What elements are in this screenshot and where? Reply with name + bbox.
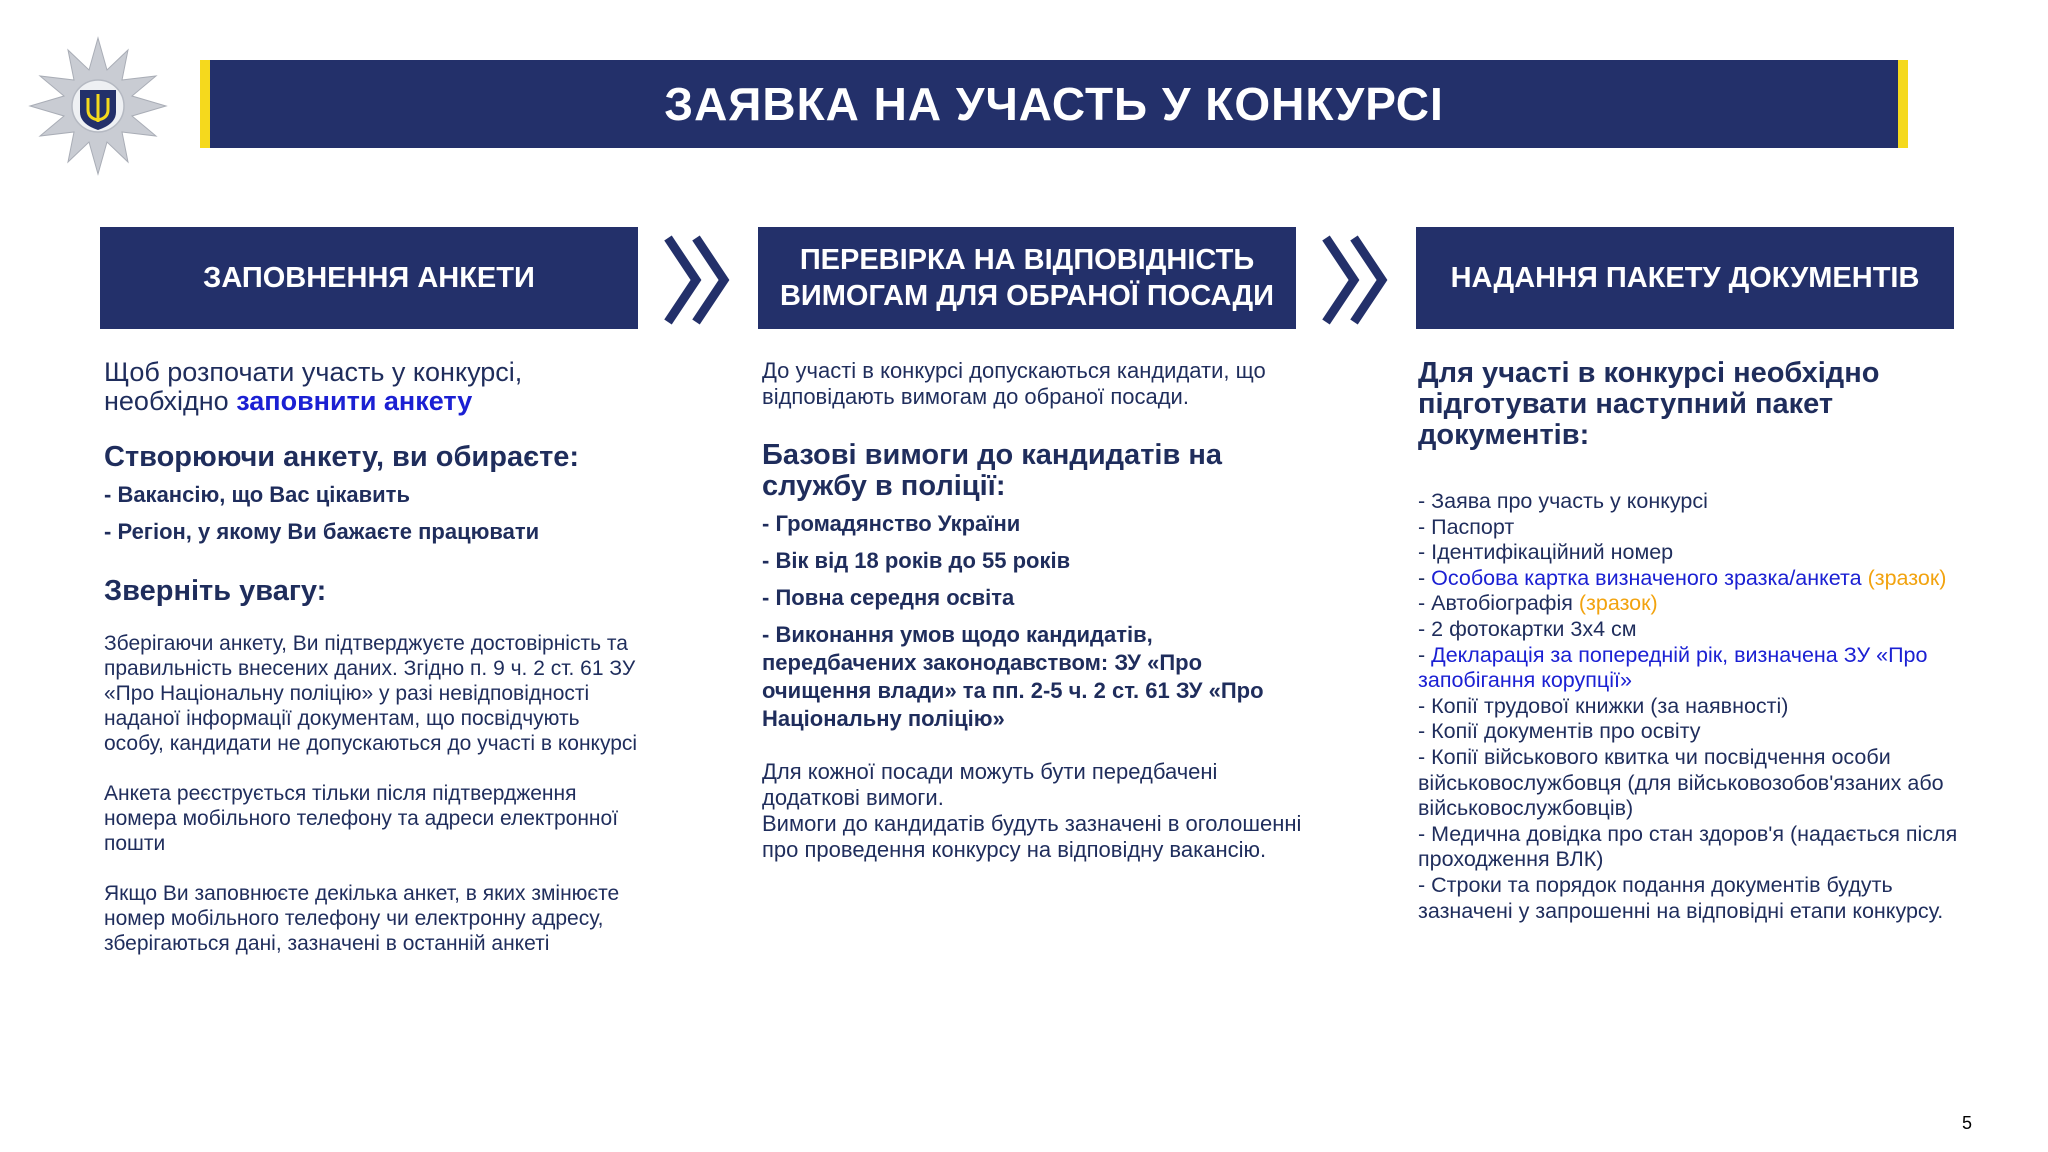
document-item: - Автобіографія (зразок) <box>1418 591 1658 616</box>
requirement-item: - Громадянство України <box>762 511 1021 536</box>
chevron-right-icon <box>660 232 740 328</box>
requirement-item: - Вік від 18 років до 55 років <box>762 548 1071 573</box>
page-number: 5 <box>1961 1113 1972 1133</box>
document-item: - Ідентифікаційний номер <box>1418 540 1674 565</box>
police-emblem-logo <box>28 36 168 176</box>
document-item: - Копії військового квитка чи посвідчення особи військовослужбовця (для військовозобов'язаних або військовослужбовців) <box>1418 744 1944 821</box>
police-star-icon <box>28 36 168 176</box>
column-eligibility <box>762 358 1302 863</box>
attention-paragraph: Якщо Ви заповнюєте декілька анкет, в яких змінюєте номер мобільного телефону чи електронну адресу, зберігаються дані, зазначені в останній анкеті <box>104 882 620 955</box>
title-banner <box>200 60 1908 148</box>
step-fill-form <box>100 227 638 329</box>
fill-form-link[interactable]: заповнити анкету <box>236 386 473 416</box>
sample-link[interactable]: (зразок) <box>1861 565 1947 590</box>
column-documents <box>1418 358 1978 924</box>
requirement-item: - Повна середня освіта <box>762 585 1015 610</box>
document-item: - Особова картка визначеного зразка/анкета (зразок) <box>1418 565 1947 590</box>
document-item: - 2 фотокартки 3х4 см <box>1418 616 1637 641</box>
chevron-right-icon <box>1318 232 1398 328</box>
attention-paragraph: Зберігаючи анкету, Ви підтверджуєте достовірність та правильність внесених даних. Згідно п. 9 ч. 2 ст. 61 ЗУ «Про Національну поліцію» у разі невідповідності наданої інформації документам, що посвідчують особу, кандидати не допускаються до участі в конкурсі <box>104 632 638 755</box>
document-item: - Копії трудової книжки (за наявності) <box>1418 693 1789 718</box>
step-title: ПЕРЕВІРКА НА ВІДПОВІДНІСТЬ ВИМОГАМ ДЛЯ ОБРАНОЇ ПОСАДИ <box>779 243 1275 312</box>
document-item: - Строки та порядок подання документів будуть зазначені у запрошенні на відповідні етапи конкурсу. <box>1418 872 1944 923</box>
eligibility-intro: До участі в конкурсі допускаються кандидати, що відповідають вимогам до обраної посади. <box>762 358 1266 409</box>
additional-note: Вимоги до кандидатів будуть зазначені в оголошенні про проведення конкурсу на відповідну вакансію. <box>762 811 1302 862</box>
attention-heading: Зверніть увагу: <box>104 575 327 607</box>
additional-note: Для кожної посади можуть бути передбачені додаткові вимоги. <box>762 759 1218 810</box>
choose-heading: Створюючи анкету, ви обираєте: <box>104 441 580 473</box>
documents-list <box>1418 489 1978 924</box>
choose-item: - Вакансію, що Вас цікавить <box>104 482 410 507</box>
document-item: - Медична довідка про стан здоров'я (надається після проходження ВЛК) <box>1418 821 1958 872</box>
personal-card-link[interactable]: Особова картка визначеного зразка/анкета <box>1431 565 1862 590</box>
intro-text: необхідно <box>104 386 237 416</box>
page-title: ЗАЯВКА НА УЧАСТЬ У КОНКУРСІ <box>664 78 1444 130</box>
document-item: - Паспорт <box>1418 514 1515 539</box>
requirement-item: - Виконання умов щодо кандидатів, передбачених законодавством: ЗУ «Про очищення влади» та пп. 2-5 ч. 2 ст. 61 ЗУ «Про Національну поліцію» <box>762 622 1264 731</box>
step-eligibility-check <box>758 227 1296 329</box>
choose-item: - Регіон, у якому Ви бажаєте працювати <box>104 519 540 544</box>
attention-paragraph: Анкета реєструється тільки після підтвердження номера мобільного телефону та адреси електронної пошти <box>104 782 619 855</box>
intro-line: Щоб розпочати участь у конкурсі, <box>104 357 523 387</box>
document-item: - Заява про участь у конкурсі <box>1418 489 1708 513</box>
step-submit-documents <box>1416 227 1954 329</box>
document-item: - Копії документів про освіту <box>1418 719 1701 744</box>
documents-heading: Для участі в конкурсі необхідно підготувати наступний пакет документів: <box>1418 357 1880 451</box>
sample-link[interactable]: (зразок) <box>1572 591 1658 616</box>
document-item: - Декларація за попередній рік, визначена ЗУ «Про запобігання корупції» <box>1418 642 1928 693</box>
declaration-link[interactable]: Декларація за попередній рік, визначена ЗУ «Про запобігання корупції» <box>1418 642 1928 693</box>
column-fill-form <box>104 358 644 956</box>
intro-line <box>104 387 644 416</box>
step-title: ЗАПОВНЕННЯ АНКЕТИ <box>203 261 535 294</box>
requirements-heading: Базові вимоги до кандидатів на службу в поліції: <box>762 439 1222 502</box>
step-title: НАДАННЯ ПАКЕТУ ДОКУМЕНТІВ <box>1450 261 1920 294</box>
